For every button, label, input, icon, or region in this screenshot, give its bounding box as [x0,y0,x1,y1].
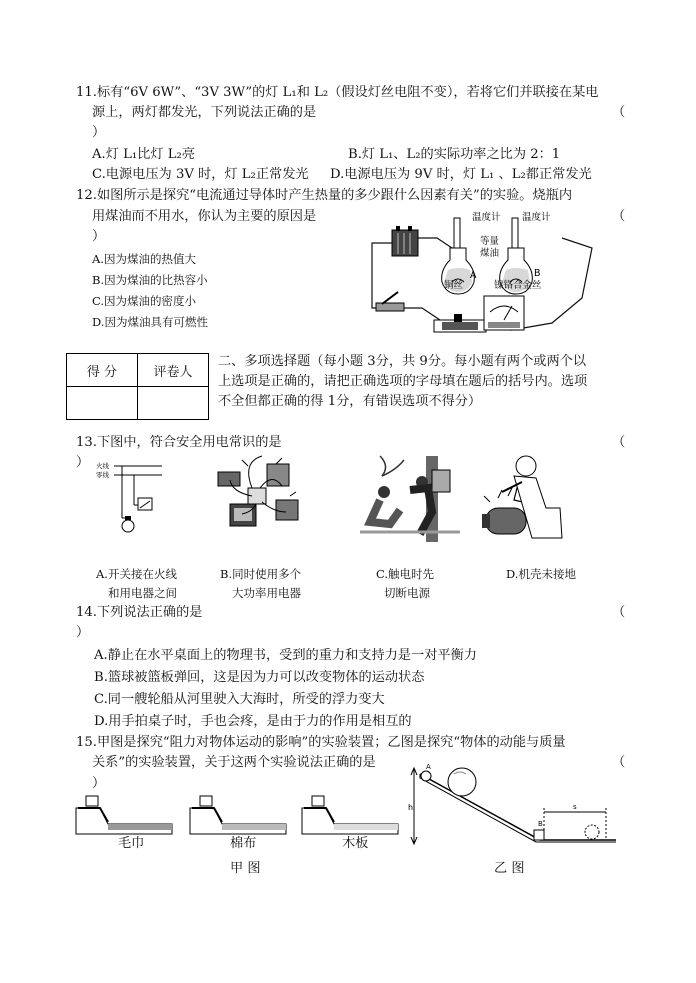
q13-caption-b-line2: 大功率用电器 [232,586,301,600]
label-flask-a: A [470,270,477,281]
surface-label-wood: 木板 [342,836,369,851]
bulb-icon [122,520,134,532]
label-nichrome-wire: 镍铬合金丝 [494,280,542,291]
q13-caption-b-line1: B.同时使用多个 [220,567,302,581]
q12-stem-line1: 12.如图所示是探究“电流通过导体时产生热量的多少跟什么因素有关”的实验。烧瓶内 [76,188,573,203]
q13-fig-d-ungrounded [480,452,574,542]
q14-option-b: B.篮球被篮板弹回，这是因为力可以改变物体的运动状态 [94,670,425,685]
surface-label-cotton: 棉布 [230,836,257,851]
label-live-wire: 火线 [96,462,109,470]
score-header: 得 分 [67,354,138,387]
q13-caption-d: D.机壳未接地 [506,567,576,581]
q12-circuit-figure [362,208,614,338]
q13-fig-b-overload [212,452,312,540]
label-neutral-wire: 零线 [96,471,109,479]
q12-option-c: C.因为煤油的密度小 [92,294,197,308]
q12-option-a: A.因为煤油的热值大 [92,252,196,266]
grader-header: 评卷人 [138,354,209,387]
section2-heading-line3: 不全但都正确的得 1分，有错误选项不得分） [218,394,482,409]
motor-icon [486,508,526,534]
q14-option-d: D.用手拍桌子时，手也会疼，是由于力的作用是相互的 [94,714,412,729]
label-copper-wire: 铜丝 [444,280,464,291]
ramp-cotton [190,796,286,834]
q15-stem-line2: 关系”的实验装置，关于这两个实验说法正确的是 [92,755,376,770]
q12-option-d: D.因为煤油具有可燃性 [92,315,208,329]
section2-heading-line1: 二、多项选择题（每小题 3分，共 9分。每小题有两个或两个以 [218,354,587,369]
q12-option-b: B.因为煤油的比热容小 [92,273,208,287]
fig-yi-caption: 乙 图 [494,861,525,876]
q15-stem-line1: 15.甲图是探究“阻力对物体运动的影响”的实验装置；乙图是探究“物体的动能与质量 [76,735,566,750]
q15-fig-yi [410,764,622,850]
rheostat-icon [434,314,486,332]
ramp-towel [76,796,172,834]
q11-stem-line1: 11.标有“6V 6W”、“3V 3W”的灯 L₁和 L₂（假设灯丝电阻不变），若将它们并联接在某电 [76,85,599,100]
label-kerosene-1: 等量 [480,236,500,247]
score-cell[interactable] [67,387,138,420]
q14-answer-paren-close: ） [76,625,90,640]
q15-answer-paren-open: （ [612,755,626,770]
q11-option-b: B.灯 L₁、L₂的实际功率之比为 2：1 [348,147,561,162]
label-kerosene-2: 煤油 [480,248,500,259]
label-height: h [408,803,414,812]
label-distance: s [573,803,577,811]
q11-option-a: A.灯 L₁比灯 L₂亮 [92,147,195,162]
q12-stem-line2: 用煤油而不用水，你认为主要的原因是 [92,209,317,224]
section2-heading-line2: 上选项是正确的，请把正确选项的字母填在题后的括号内。选项 [218,374,588,389]
q13-answer-paren-close: ） [76,455,90,470]
label-thermometer-1: 温度计 [472,212,501,223]
q13-stem: 13.下图中，符合安全用电常识的是 [76,435,282,450]
q11-answer-paren-close: ） [92,125,106,140]
q11-stem-line2: 源上，两灯都发光，下列说法正确的是 [92,105,317,120]
surface-label-towel: 毛巾 [118,836,145,851]
q13-fig-c-shock [360,452,464,542]
battery-icon [392,226,418,256]
q14-answer-paren-open: （ [612,605,626,620]
q12-answer-paren-open: （ [612,209,626,224]
ramp-wood [302,796,398,834]
q13-answer-paren-open: （ [612,435,626,450]
fig-jia-caption: 甲 图 [230,861,261,876]
label-flask-b: B [534,268,541,279]
grader-cell[interactable] [138,387,209,420]
q14-option-a: A.静止在水平桌面上的物理书，受到的重力和支持力是一对平衡力 [94,648,477,663]
q13-fig-a-wiring [94,460,164,540]
q13-caption-c-line2: 切断电源 [384,586,430,600]
q13-caption-a-line1: A.开关接在火线 [96,567,177,581]
q11-option-c: C.电源电压为 3V 时，灯 L₂正常发光 [92,167,309,182]
q13-caption-a-line2: 和用电器之间 [108,586,177,600]
label-thermometer-2: 温度计 [522,212,551,223]
q14-option-c: C.同一艘轮船从河里驶入大海时，所受的浮力变大 [94,692,385,707]
label-ball-a: A [426,763,431,771]
q14-stem: 14.下列说法正确的是 [76,605,203,620]
score-table [66,353,209,420]
q13-caption-c-line1: C.触电时先 [376,567,435,581]
q15-answer-paren-close: ） [92,776,106,791]
q11-option-d: D.电源电压为 9V 时，灯 L₁ 、L₂都正常发光 [330,167,592,182]
label-block-b: B [538,820,543,828]
q12-answer-paren-close: ） [92,229,106,244]
q11-answer-paren-open: （ [612,105,626,120]
ammeter-icon [484,296,524,330]
switch-icon [376,292,404,311]
